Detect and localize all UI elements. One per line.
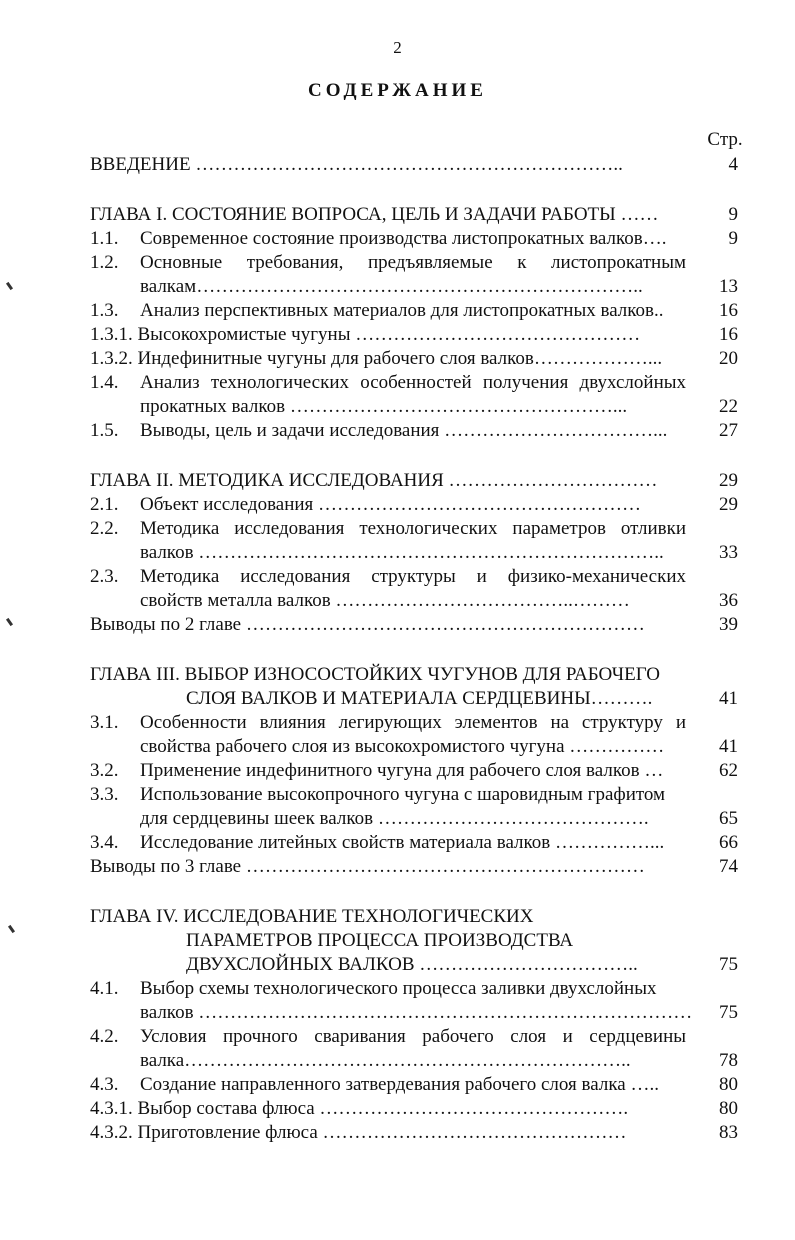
section-text-cont: свойств металла валков ………………………………..……… [140, 590, 630, 611]
toc-entry-page: 80 [719, 1074, 738, 1095]
section-text: Особенности влияния легирующих элементов на структуру и [140, 712, 686, 733]
toc-entry-page: 78 [719, 1050, 738, 1071]
page-title: СОДЕРЖАНИЕ [308, 80, 487, 101]
toc-entry-4-1-cont[interactable] [90, 1001, 738, 1025]
toc-entry-page: 36 [719, 590, 738, 611]
chapter-title: ГЛАВА I. СОСТОЯНИЕ ВОПРОСА, ЦЕЛЬ И ЗАДАЧИ РАБОТЫ …… [90, 204, 659, 225]
section-number: 2.1. [90, 494, 119, 515]
section-text: Анализ технологических особенностей получения двухслойных [140, 372, 686, 393]
toc-entry-page: 39 [719, 614, 738, 635]
toc-entry-1-5[interactable] [90, 419, 738, 443]
toc-entry-3-3-cont[interactable] [90, 807, 738, 831]
toc-entry-1-3[interactable] [90, 299, 738, 323]
toc-chapter-1[interactable] [90, 203, 738, 227]
toc-entry-page: 13 [719, 276, 738, 297]
toc-entry-1-3-1[interactable] [90, 323, 738, 347]
toc-entry-1-2[interactable] [90, 251, 738, 275]
toc-entry-2-1[interactable] [90, 493, 738, 517]
toc-entry-4-2[interactable] [90, 1025, 738, 1049]
spacer [90, 443, 738, 467]
toc-chapter-4-cont2[interactable] [90, 953, 738, 977]
scan-mark [6, 618, 13, 626]
section-text: Методика исследования структуры и физико-механических [140, 566, 686, 587]
toc-entry-page: 29 [719, 470, 738, 491]
toc-entry-page: 66 [719, 832, 738, 853]
toc-conclusion-2[interactable] [90, 613, 738, 637]
spacer [90, 637, 738, 661]
toc-entry-page: 62 [719, 760, 738, 781]
toc-chapter-3-cont[interactable] [90, 687, 738, 711]
toc-entry-page: 83 [719, 1122, 738, 1143]
section-text: Выводы, цель и задачи исследования ……………………………... [140, 420, 668, 441]
toc-entry-page: 29 [719, 494, 738, 515]
spacer [90, 879, 738, 903]
section-text: Использование высокопрочного чугуна с шаровидным графитом [140, 784, 666, 805]
chapter-title: ГЛАВА II. МЕТОДИКА ИССЛЕДОВАНИЯ …………………………… [90, 470, 658, 491]
toc-entry-page: 41 [719, 688, 738, 709]
section-text-cont: для сердцевины шеек валков ……………………………………. [140, 808, 649, 829]
section-text: Условия прочного сваривания рабочего слоя и сердцевины [140, 1026, 686, 1047]
page-number: 2 [393, 38, 402, 57]
section-text: Анализ перспективных материалов для листопрокатных валков.. [140, 300, 664, 321]
toc-entry-4-1[interactable] [90, 977, 738, 1001]
section-number: 3.4. [90, 832, 119, 853]
page-column-header: Стр. [707, 129, 743, 150]
section-text: Объект исследования …………………………………………… [140, 494, 642, 515]
toc-entry-4-3-1[interactable] [90, 1097, 738, 1121]
section-text: Создание направленного затвердевания рабочего слоя валка ….. [140, 1074, 659, 1095]
section-text: Основные требования, предъявляемые к листопрокатным [140, 252, 686, 273]
toc-chapter-3[interactable] [90, 663, 738, 687]
toc-conclusion-3[interactable] [90, 855, 738, 879]
toc-entry-page: 65 [719, 808, 738, 829]
section-text: Методика исследования технологических параметров отливки [140, 518, 686, 539]
toc-chapter-4-cont[interactable] [90, 929, 738, 953]
toc-entry-4-2-cont[interactable] [90, 1049, 738, 1073]
toc-entry-2-3[interactable] [90, 565, 738, 589]
toc-entry-page: 33 [719, 542, 738, 563]
section-text: 4.3.2. Приготовление флюса ………………………………………… [90, 1122, 627, 1143]
toc-entry-3-1-cont[interactable] [90, 735, 738, 759]
scan-mark [6, 282, 13, 290]
section-number: 4.3. [90, 1074, 119, 1095]
toc-entry-page: 75 [719, 954, 738, 975]
section-number: 4.2. [90, 1026, 119, 1047]
section-number: 3.1. [90, 712, 119, 733]
toc-entry-2-2[interactable] [90, 517, 738, 541]
toc-entry-page: 22 [719, 396, 738, 417]
toc-entry-1-1[interactable] [90, 227, 738, 251]
toc-entry-1-3-2[interactable] [90, 347, 738, 371]
toc-entry-1-4[interactable] [90, 371, 738, 395]
toc-chapter-2[interactable] [90, 469, 738, 493]
toc-chapter-4[interactable] [90, 905, 738, 929]
toc-entry-intro[interactable] [90, 153, 738, 177]
section-text: Выбор схемы технологического процесса заливки двухслойных [140, 978, 657, 999]
section-text-cont: валка…………………………………………………………….. [140, 1050, 631, 1071]
toc-entry-page: 20 [719, 348, 738, 369]
section-text: 1.3.1. Высокохромистые чугуны ……………………………………… [90, 324, 641, 345]
section-text-cont: валков …………………………………………………………………… [140, 1002, 693, 1023]
toc-entry-page: 74 [719, 856, 738, 877]
toc-entry-3-1[interactable] [90, 711, 738, 735]
scan-mark [8, 925, 15, 933]
section-number: 1.3. [90, 300, 119, 321]
section-number: 1.1. [90, 228, 119, 249]
toc-entry-page: 41 [719, 736, 738, 757]
toc-entry-3-2[interactable] [90, 759, 738, 783]
toc-entry-1-4-cont[interactable] [90, 395, 738, 419]
section-text-cont: свойства рабочего слоя из высокохромистого чугуна …………… [140, 736, 665, 757]
section-text-cont: валкам…………………………………………………………….. [140, 276, 643, 297]
toc-entry-page: 75 [719, 1002, 738, 1023]
section-text: Исследование литейных свойств материала валков ……………... [140, 832, 665, 853]
toc-entry-4-3-2[interactable] [90, 1121, 738, 1145]
section-text: Современное состояние производства листопрокатных валков…. [140, 228, 667, 249]
toc-entry-page: 4 [728, 154, 738, 175]
toc-entry-page: 9 [728, 228, 738, 249]
section-number: 3.2. [90, 760, 119, 781]
section-text-cont: прокатных валков ……………………………………………... [140, 396, 628, 417]
toc-entry-text: ВВЕДЕНИЕ ………………………………………………………….. [90, 154, 623, 175]
conclusion-text: Выводы по 3 главе ……………………………………………………… [90, 856, 645, 877]
toc-entry-page: 16 [719, 324, 738, 345]
toc-entry-page: 9 [728, 204, 738, 225]
chapter-title-cont: ПАРАМЕТРОВ ПРОЦЕССА ПРОИЗВОДСТВА [186, 930, 574, 951]
section-text: Применение индефинитного чугуна для рабочего слоя валков … [140, 760, 664, 781]
section-text: 1.3.2. Индефинитные чугуны для рабочего слоя валков………………... [90, 348, 663, 369]
section-number: 1.2. [90, 252, 119, 273]
chapter-title-cont: ДВУХСЛОЙНЫХ ВАЛКОВ …………………………….. [186, 954, 638, 975]
toc-entry-page: 16 [719, 300, 738, 321]
section-number: 4.1. [90, 978, 119, 999]
conclusion-text: Выводы по 2 главе ……………………………………………………… [90, 614, 645, 635]
toc-entry-2-2-cont[interactable] [90, 541, 738, 565]
toc-entry-page: 80 [719, 1098, 738, 1119]
toc-entry-page: 27 [719, 420, 738, 441]
spacer [90, 177, 738, 201]
toc-entry-4-3[interactable] [90, 1073, 738, 1097]
section-number: 1.4. [90, 372, 119, 393]
chapter-title-cont: СЛОЯ ВАЛКОВ И МАТЕРИАЛА СЕРДЦЕВИНЫ………. [186, 688, 653, 709]
table-of-contents [90, 153, 738, 1145]
chapter-title: ГЛАВА III. ВЫБОР ИЗНОСОСТОЙКИХ ЧУГУНОВ ДЛЯ РАБОЧЕГО [90, 664, 660, 685]
section-number: 3.3. [90, 784, 119, 805]
chapter-title: ГЛАВА IV. ИССЛЕДОВАНИЕ ТЕХНОЛОГИЧЕСКИХ [90, 906, 534, 927]
toc-entry-3-4[interactable] [90, 831, 738, 855]
section-number: 2.2. [90, 518, 119, 539]
section-text: 4.3.1. Выбор состава флюса …………………………………………. [90, 1098, 629, 1119]
section-text-cont: валков ……………………………………………………………….. [140, 542, 664, 563]
toc-entry-1-2-cont[interactable] [90, 275, 738, 299]
section-number: 1.5. [90, 420, 119, 441]
toc-entry-3-3[interactable] [90, 783, 738, 807]
section-number: 2.3. [90, 566, 119, 587]
toc-entry-2-3-cont[interactable] [90, 589, 738, 613]
